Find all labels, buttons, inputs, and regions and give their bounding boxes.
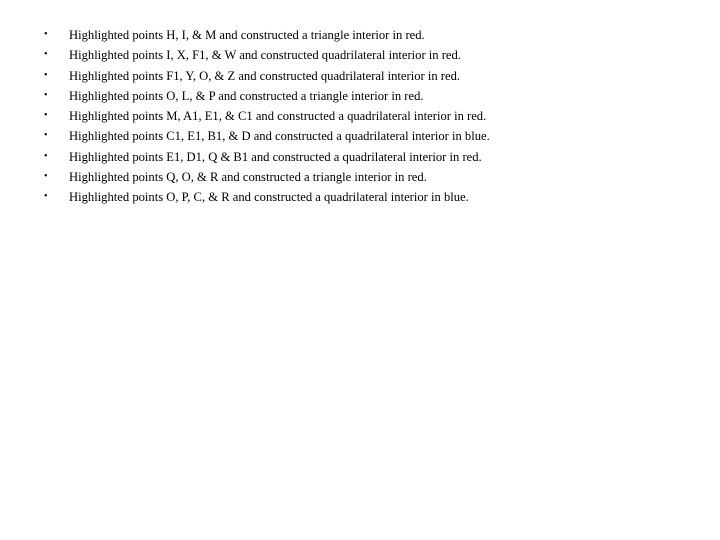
list-item — [44, 25, 704, 45]
list-item-text: Highlighted points H, I, & M and constructed a triangle interior in red. — [69, 28, 425, 42]
list-item — [44, 66, 704, 86]
list-item-text: Highlighted points I, X, F1, & W and constructed quadrilateral interior in red. — [69, 48, 461, 63]
bullet-list — [44, 25, 704, 208]
bullet-icon: • — [44, 49, 48, 61]
list-item — [44, 45, 704, 65]
list-item — [44, 86, 704, 106]
bullet-icon: • — [44, 29, 48, 40]
list-item-text: Highlighted points C1, E1, B1, & D and constructed a quadrilateral interior in blue. — [69, 129, 490, 144]
bullet-icon: • — [44, 150, 48, 162]
list-item-text: Highlighted points E1, D1, Q & B1 and constructed a quadrilateral interior in red. — [69, 149, 482, 164]
bullet-icon: • — [44, 130, 48, 142]
list-item — [44, 187, 704, 207]
list-item-text: Highlighted points M, A1, E1, & C1 and constructed a quadrilateral interior in red. — [69, 109, 487, 124]
bullet-icon: • — [44, 110, 48, 122]
list-item — [44, 167, 704, 187]
list-item-text: Highlighted points O, L, & P and constructed a triangle interior in red. — [69, 88, 424, 103]
bullet-icon: • — [44, 89, 48, 101]
list-item-text: Highlighted points Q, O, & R and constructed a triangle interior in red. — [69, 170, 427, 185]
bullet-icon: • — [44, 171, 48, 183]
list-item-text: Highlighted points O, P, C, & R and constructed a quadrilateral interior in blue. — [69, 190, 469, 205]
bullet-icon: • — [44, 191, 48, 203]
list-item — [44, 126, 704, 146]
list-item — [44, 106, 704, 126]
list-item — [44, 147, 704, 167]
bullet-icon: • — [44, 69, 48, 81]
list-item-text: Highlighted points F1, Y, O, & Z and constructed quadrilateral interior in red. — [69, 68, 461, 83]
